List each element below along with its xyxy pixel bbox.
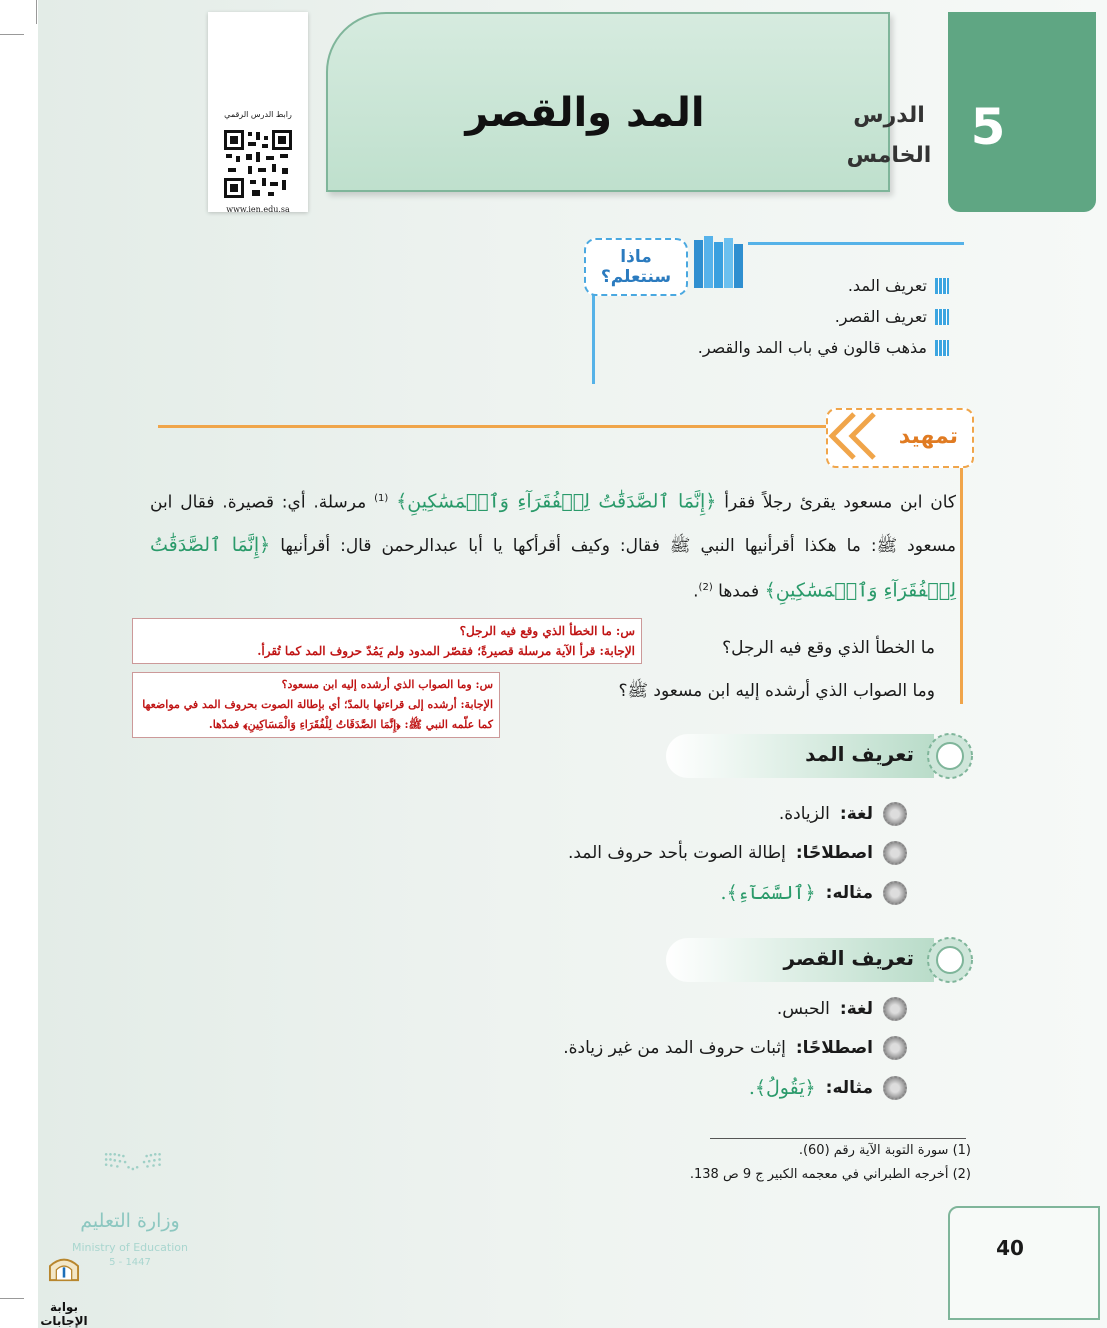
lesson-label bbox=[834, 96, 944, 176]
intro-divider bbox=[960, 460, 963, 704]
learn-heading-2: سنتعلم؟ bbox=[600, 267, 672, 287]
learn-item-text: تعريف المد. bbox=[847, 276, 927, 295]
intro-paragraph bbox=[150, 478, 956, 612]
bullet-gear-icon bbox=[883, 841, 907, 865]
answer-text: كما علّمه النبي ﷺ: ﴿إِنَّمَا الصَّدَقَاتُ لِلْفُقَرَاءِ وَالْمَسَاكِينِ﴾ فمدّها. bbox=[208, 718, 493, 731]
learn-item-text: مذهب قالون في باب المد والقصر. bbox=[697, 338, 927, 357]
learn-item bbox=[698, 338, 949, 357]
definition-label: اصطلاحًا: bbox=[795, 843, 873, 863]
question: ما الخطأ الذي وقع فيه الرجل؟ bbox=[722, 638, 935, 658]
bullet-gear-icon bbox=[883, 1036, 907, 1060]
bullet-gear-icon bbox=[883, 881, 907, 905]
ornament-icon bbox=[926, 732, 974, 780]
textbook-page bbox=[38, 0, 1107, 1328]
definition-line bbox=[563, 1036, 907, 1060]
intro-text: كان ابن مسعود يقرئ رجلاً فقرأ bbox=[724, 492, 957, 513]
lesson-label-ordinal: الخامس bbox=[846, 143, 932, 168]
site-logo-icon bbox=[28, 1252, 100, 1298]
section-header bbox=[666, 938, 934, 982]
footnote: (2) أخرجه الطبراني في معجمه الكبير ج 9 ص 138. bbox=[689, 1167, 971, 1182]
answer-box bbox=[132, 672, 500, 738]
bullet-icon bbox=[935, 278, 949, 294]
qr-code-icon bbox=[222, 128, 294, 200]
definition-line bbox=[777, 997, 907, 1021]
section-title: تعريف القصر bbox=[783, 946, 914, 970]
example-verse: ﴿يَقُولُ﴾. bbox=[748, 1077, 816, 1099]
bullet-icon bbox=[935, 340, 949, 356]
crop-mark bbox=[36, 0, 37, 24]
definition-line bbox=[568, 841, 907, 865]
section-header bbox=[666, 734, 934, 778]
answer-text: الإجابة: قرأ الآية مرسلة قصيرةً؛ فقصّر المدود ولم يَمُدّ حروف المد كما تُقرأ. bbox=[257, 644, 635, 658]
definition-line bbox=[749, 1076, 907, 1100]
definition-line bbox=[779, 802, 907, 826]
answer-box bbox=[132, 618, 642, 664]
learn-divider bbox=[748, 242, 964, 245]
question: وما الصواب الذي أرشده إليه ابن مسعود ﷺ؟ bbox=[618, 681, 935, 701]
learn-item bbox=[835, 307, 949, 326]
footnote-ref[interactable]: (1) bbox=[374, 493, 389, 504]
page-number: 40 bbox=[996, 1236, 1024, 1260]
ministry-name-ar: وزارة التعليم bbox=[80, 1210, 180, 1232]
learn-heading-1: ماذا bbox=[620, 247, 652, 267]
intro-text: مرسلة. أي: قصيرة. فقال ابن مسعود ﷺ: ما هكذا أقرأنيها النبي ﷺ فقال: وكيف أقرأكها يا أبا عبدالرحمن قال: أقرأنيها bbox=[150, 492, 957, 556]
intro-label: تمهيد bbox=[898, 424, 958, 449]
ornament-icon bbox=[926, 936, 974, 984]
ministry-logo-icon bbox=[60, 1150, 210, 1206]
bullet-gear-icon bbox=[883, 997, 907, 1021]
answer-question: س: ما الخطأ الذي وقع فيه الرجل؟ bbox=[459, 624, 635, 638]
ministry-year: 5 - 1447 bbox=[109, 1257, 151, 1268]
answer-text: الإجابة: أرشده إلى قراءتها بالمدّ؛ أي بإطالة الصوت بحروف المد في مواضعها bbox=[142, 698, 493, 711]
intro-text: . bbox=[693, 581, 699, 602]
quran-verse: ﴿إِنَّمَا ٱلصَّدَقَٰتُ لِلۡفُقَرَآءِ وَٱلۡمَسَٰكِينِ﴾ bbox=[150, 533, 956, 602]
footnote-divider bbox=[710, 1138, 966, 1139]
definition-line bbox=[721, 881, 907, 905]
learn-heading-box bbox=[584, 238, 688, 296]
crop-mark bbox=[0, 1298, 24, 1299]
definition-label: لغة: bbox=[839, 999, 873, 1019]
section-title: تعريف المد bbox=[805, 742, 914, 766]
bullet-icon bbox=[935, 309, 949, 325]
footnote-ref[interactable]: (2) bbox=[698, 581, 713, 593]
bullet-gear-icon bbox=[883, 802, 907, 826]
definition-label: مثاله: bbox=[825, 883, 873, 903]
definition-label: لغة: bbox=[839, 804, 873, 824]
site-label[interactable]: بوابة الإجابات bbox=[40, 1300, 88, 1328]
page-number-box bbox=[948, 1206, 1100, 1320]
chevrons-icon bbox=[826, 408, 886, 464]
definition-value: إطالة الصوت بأحد حروف المد. bbox=[567, 843, 786, 863]
definition-value: الزيادة. bbox=[778, 804, 830, 824]
qr-card[interactable] bbox=[208, 12, 308, 212]
intro-label-box bbox=[826, 408, 974, 468]
answer-question: س: وما الصواب الذي أرشده إليه ابن مسعود؟ bbox=[281, 678, 493, 691]
learn-item-text: تعريف القصر. bbox=[834, 307, 927, 326]
learn-item bbox=[848, 276, 949, 295]
lesson-number-box bbox=[948, 12, 1096, 212]
intro-divider bbox=[158, 425, 830, 428]
footnote: (1) سورة التوبة الآية رقم (60). bbox=[798, 1143, 971, 1158]
definition-value: إثبات حروف المد من غير زيادة. bbox=[563, 1038, 786, 1058]
ministry-name-en: Ministry of Education bbox=[71, 1241, 188, 1254]
quran-verse: ﴿إِنَّمَا ٱلصَّدَقَٰتُ لِلۡفُقَرَآءِ وَٱلۡمَسَٰكِينِ﴾ bbox=[396, 490, 717, 513]
definition-label: مثاله: bbox=[825, 1078, 873, 1098]
books-icon bbox=[692, 234, 748, 290]
learn-divider bbox=[592, 292, 595, 384]
qr-caption: رابط الدرس الرقمي bbox=[224, 110, 292, 119]
intro-text: فمدها bbox=[718, 581, 760, 602]
bullet-gear-icon bbox=[883, 1076, 907, 1100]
lesson-label-word: الدرس bbox=[853, 103, 925, 128]
page-title: المد والقصر bbox=[465, 90, 705, 136]
example-verse: ﴿ٱلسَّمَآءِ﴾. bbox=[720, 882, 816, 904]
definition-label: اصطلاحًا: bbox=[795, 1038, 873, 1058]
lesson-number: 5 bbox=[970, 98, 1006, 156]
crop-mark bbox=[0, 34, 24, 35]
definition-value: الحبس. bbox=[776, 999, 830, 1019]
qr-url[interactable]: www.ien.edu.sa bbox=[226, 205, 290, 214]
